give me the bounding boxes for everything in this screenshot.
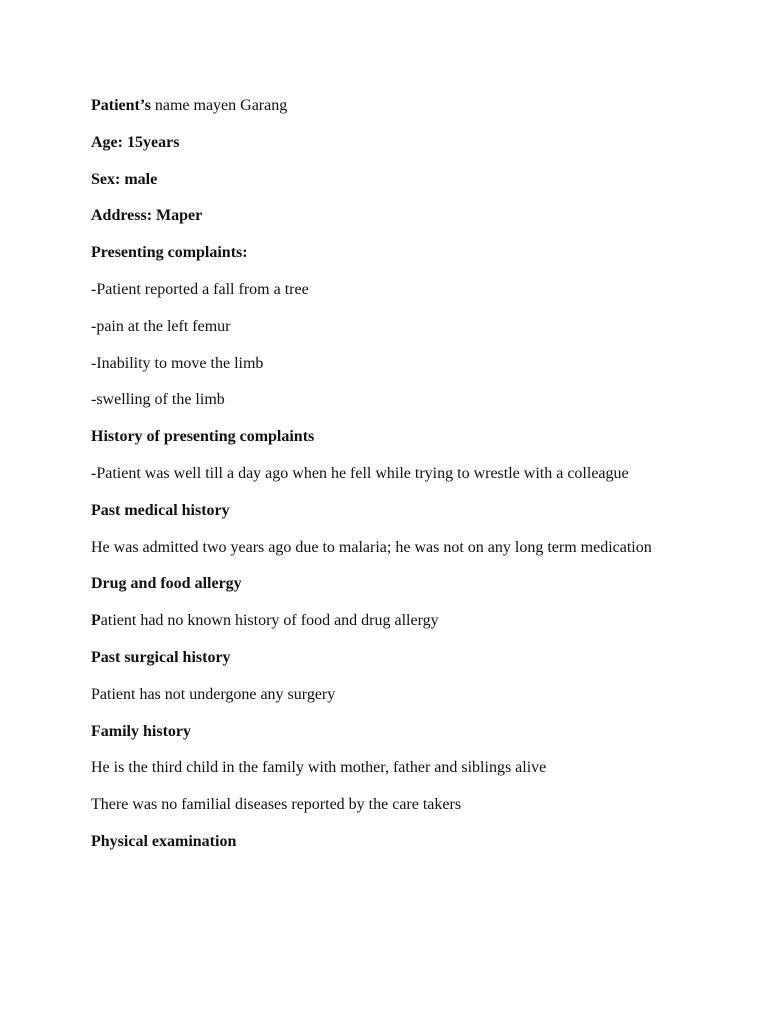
history-text: -Patient was well till a day ago when he fell while trying to wrestle with a colleague [91,464,629,482]
history-heading: History of presenting complaints [91,428,315,446]
family-history-heading: Family history [91,722,191,740]
past-medical-history-heading: Past medical history [91,501,230,519]
complaint-item: -pain at the left femur [91,317,231,335]
complaint-item: -Inability to move the limb [91,354,264,372]
patient-name-line [91,94,681,118]
family-history-text-1: He is the third child in the family with mother, father and siblings alive [91,759,547,777]
past-medical-history-text: He was admitted two years ago due to malaria; he was not on any long term medication [91,538,652,556]
family-history-text-2: There was no familial diseases reported by the care takers [91,796,462,814]
complaint-item: -swelling of the limb [91,391,225,409]
allergy-rest: atient had no known history of food and drug allergy [100,612,439,630]
patient-name-label: Patient’s [91,97,151,114]
allergy-heading: Drug and food allergy [91,575,242,593]
physical-examination-heading: Physical examination [91,832,237,850]
age-line: Age: 15years [91,133,180,151]
complaint-item: -Patient reported a fall from a tree [91,280,309,298]
presenting-complaints-heading: Presenting complaints: [91,244,248,262]
allergy-first-letter: P [91,612,101,630]
document-body [91,94,681,867]
surgical-history-text: Patient has not undergone any surgery [91,685,336,703]
address-line: Address: Maper [91,207,203,225]
patient-name-value: name mayen Garang [150,97,288,114]
sex-line: Sex: male [91,170,158,188]
surgical-history-heading: Past surgical history [91,648,231,666]
allergy-text [91,609,681,633]
